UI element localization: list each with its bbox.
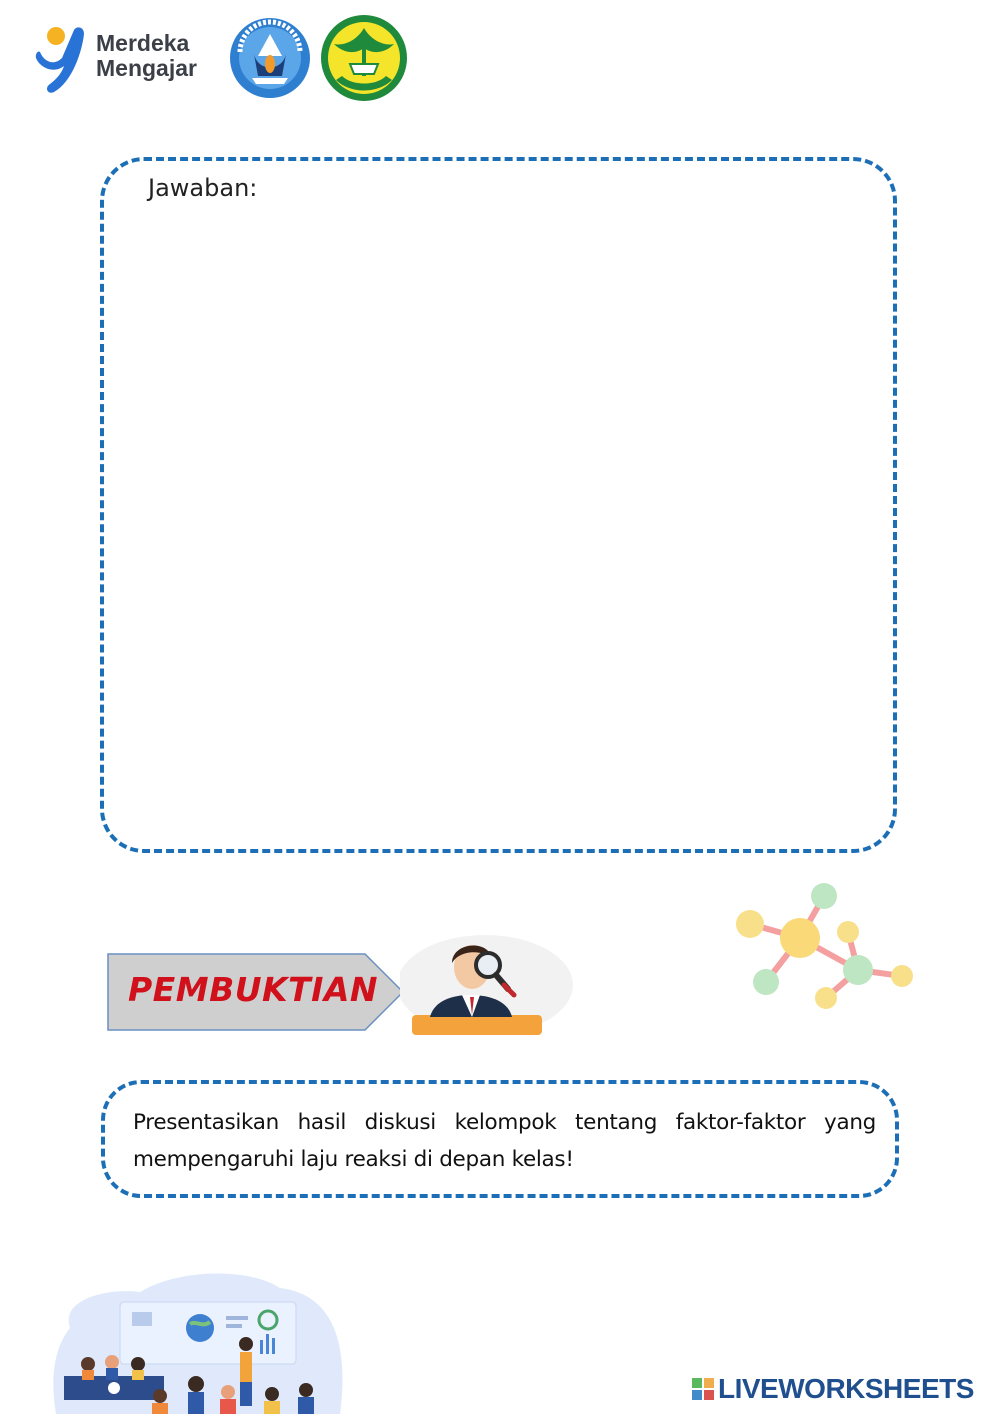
brand-line-2: Mengajar xyxy=(96,55,197,81)
classroom-presentation-illustration xyxy=(50,1268,346,1414)
university-seal-icon xyxy=(320,14,408,102)
merdeka-mengajar-logo-icon xyxy=(32,22,88,96)
answer-label: Jawaban: xyxy=(148,174,258,202)
liveworksheets-logo-icon xyxy=(692,1378,714,1400)
liveworksheets-wordmark: LIVEWORKSHEETS xyxy=(718,1373,974,1404)
tut-wuri-handayani-seal-icon xyxy=(228,16,312,100)
merdeka-mengajar-wordmark xyxy=(96,31,197,81)
molecule-icon xyxy=(728,876,920,1016)
answer-box[interactable] xyxy=(100,157,897,853)
instruction-text: Presentasikan hasil diskusi kelompok tentang faktor-faktor yang mempengaruhi laju reaksi di depan kelas! xyxy=(133,1110,876,1172)
detective-magnifier-icon xyxy=(400,925,580,1040)
brand-line-1: Merdeka xyxy=(96,30,190,56)
section-title: PEMBUKTIAN xyxy=(128,970,379,1009)
liveworksheets-brand[interactable] xyxy=(692,1372,974,1406)
